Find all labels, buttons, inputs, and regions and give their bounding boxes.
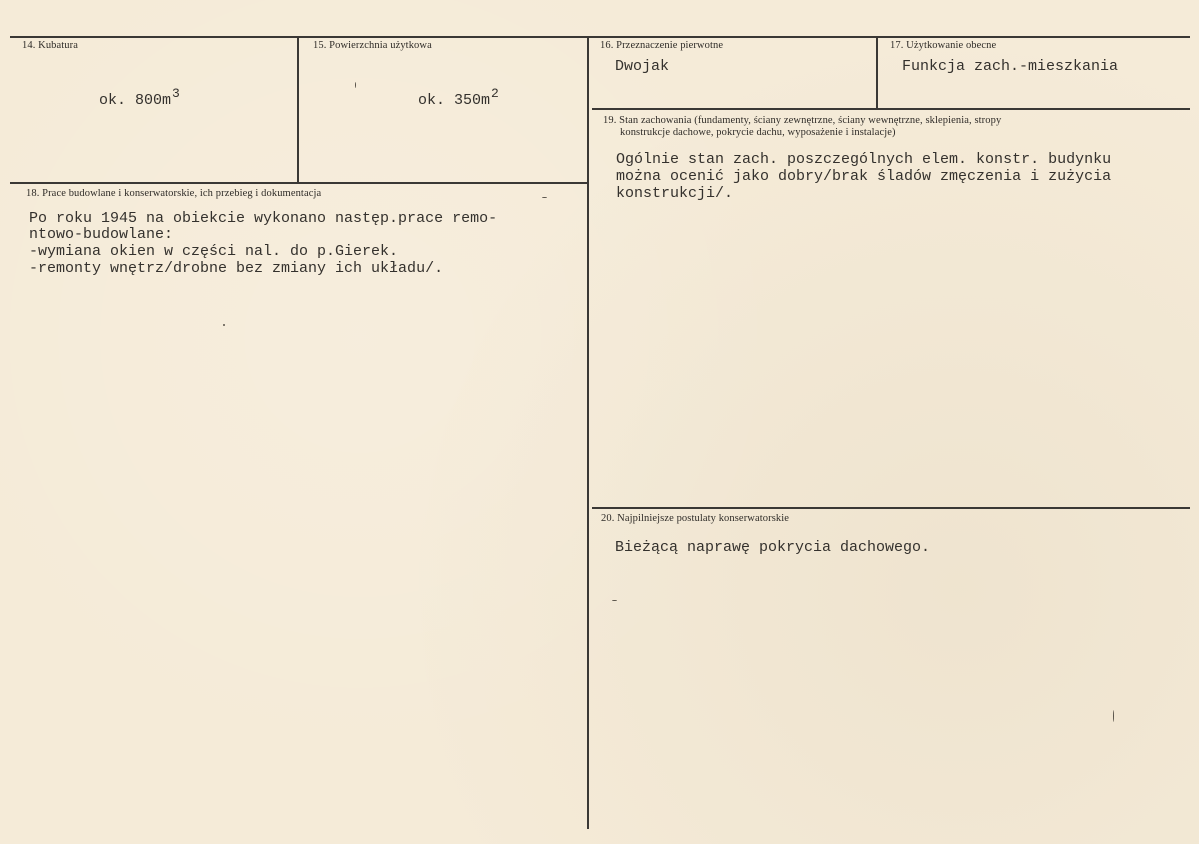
divider-14-15 — [297, 36, 299, 182]
section-14-label: 14. Kubatura — [22, 40, 79, 51]
section-18-line-1: Po roku 1945 na obiekcie wykonano następ.prace remo- — [29, 210, 498, 227]
section-19-line-3: konstrukcji/. — [616, 185, 734, 202]
section-16-value: Dwojak — [615, 58, 670, 75]
section-14-value — [63, 74, 180, 128]
paper-mark — [1113, 710, 1114, 722]
section-18-line-3: -wymiana okien w części nal. do p.Gierek. — [29, 243, 399, 260]
section-17-label: 17. Użytkowanie obecne — [890, 40, 997, 51]
section-20-value: Bieżącą naprawę pokrycia dachowego. — [615, 539, 931, 556]
section-16-label: 16. Przeznaczenie pierwotne — [600, 40, 724, 51]
top-border-line — [10, 36, 1190, 38]
section-19-label-line-2: konstrukcje dachowe, pokrycie dachu, wyposażenie i instalacje) — [620, 127, 896, 138]
section-19-line-2: można ocenić jako dobry/brak śladów zmęczenia i zużycia — [616, 168, 1112, 185]
section-19-label-line-1: 19. Stan zachowania (fundamenty, ściany zewnętrzne, ściany wewnętrzne, sklepienia, stropy — [603, 115, 1002, 126]
section-19-line-1: Ogólnie stan zach. poszczególnych elem. konstr. budynku — [616, 151, 1112, 168]
paper-mark — [612, 600, 617, 601]
divider-16-17 — [876, 36, 878, 108]
section-15-value-text: ok. 350m — [418, 92, 491, 109]
section-19-top-line — [592, 108, 1190, 110]
section-14-value-text: ok. 800m — [99, 92, 172, 109]
section-17-value: Funkcja zach.-mieszkania — [902, 58, 1119, 75]
section-18-line-4: -remonty wnętrz/drobne bez zmiany ich układu/. — [29, 260, 444, 277]
paper-mark — [355, 82, 356, 88]
section-15-value — [382, 74, 499, 128]
section-18-label: 18. Prace budowlane i konserwatorskie, ich przebieg i dokumentacja — [26, 188, 322, 199]
section-14-unit-power: 3 — [172, 86, 180, 101]
section-15-label: 15. Powierzchnia użytkowa — [313, 40, 432, 51]
section-20-label: 20. Najpilniejsze postulaty konserwatorskie — [601, 513, 790, 524]
section-18-top-line — [10, 182, 587, 184]
section-18-line-2: ntowo-budowlane: — [29, 226, 174, 243]
paper-mark — [542, 197, 547, 198]
paper-mark — [223, 324, 225, 326]
section-20-top-line — [592, 507, 1190, 509]
section-15-unit-power: 2 — [491, 86, 499, 101]
main-center-divider — [587, 36, 589, 829]
